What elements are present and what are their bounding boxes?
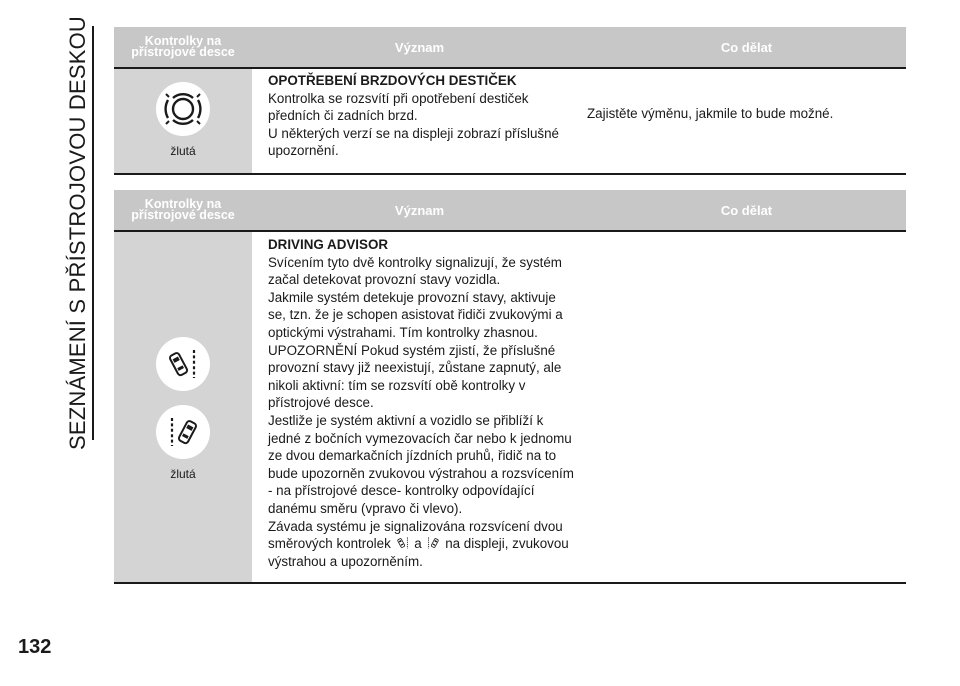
section-side-title: [60, 15, 96, 451]
header-col-indicator: Kontrolky na přístrojové desce: [131, 34, 235, 59]
table-header: [114, 190, 906, 230]
indicator-cell: [114, 232, 252, 582]
table-row: [114, 232, 906, 582]
brake-pad-wear-icon: [155, 81, 211, 137]
table-header: [114, 27, 906, 67]
header-col-meaning: Význam: [394, 202, 445, 218]
action-cell: Zajistěte výměnu, jakmile to bude možné.: [587, 106, 834, 122]
action-cell: [587, 232, 906, 582]
lane-departure-left-icon: [425, 535, 441, 551]
page-number: 132: [18, 636, 52, 658]
driving-advisor-table: [114, 190, 906, 584]
meaning-cell: OPOTŘEBENÍ BRZDOVÝCH DESTIČEK Kontrolka se rozsvítí při opotřebení destiček předních či zadních brzd. U některých verzí se na displeji zobrazí příslušné upozornění.: [268, 73, 560, 159]
table-bottom-rule: [114, 173, 906, 175]
lane-departure-right-icon: [155, 336, 211, 392]
lane-departure-left-icon: [155, 404, 211, 460]
brake-pad-table: [114, 27, 906, 175]
color-label: žlutá: [170, 467, 196, 481]
side-rule: [92, 26, 94, 440]
header-col-action: Co dělat: [720, 39, 773, 55]
table-row: [114, 69, 906, 173]
side-title-text: SEZNÁMENÍ S PŘÍSTROJOVOU DESKOU: [65, 15, 91, 451]
color-label: žlutá: [170, 144, 196, 158]
header-col-indicator: Kontrolky na přístrojové desce: [131, 197, 235, 222]
lane-departure-right-icon: [395, 535, 411, 551]
header-col-action: Co dělat: [720, 202, 773, 218]
header-col-meaning: Význam: [394, 39, 445, 55]
table-bottom-rule: [114, 582, 906, 584]
meaning-cell: DRIVING ADVISOR Svícením tyto dvě kontrolky signalizují, že systém začal detekovat provozní stavy vozidla. Jakmile systém detekuje provozní stavy, aktivuje se, tzn. že je schopen asistovat řidiči zvukovými a optickými výstrahami. Tím kontrolky zhasnou. UPOZORNĚNÍ Pokud systém zjistí, že příslušné provozní stavy již neexistují, zůstane zapnutý, ale nikoli aktivní: tím se rozsvítí obě kontrolky v přístrojové desce. Jestliže je systém aktivní a vozidlo se přiblíží k jedné z bočních vymezovacích čar nebo k jednomu ze dvou demarkačních jízdních pruhů, řidič na to bude upozorněn zvukovou výstrahou a rozsvícením - na přístrojové desce- kontrolky odpovídající danému směru (vpravo či vlevo). Závada systému je signalizována rozsvícení dvou směrových kontrolek a na displeji, zvukovou výstrahou a upozorněním.: [268, 237, 574, 569]
indicator-cell: [114, 69, 252, 173]
